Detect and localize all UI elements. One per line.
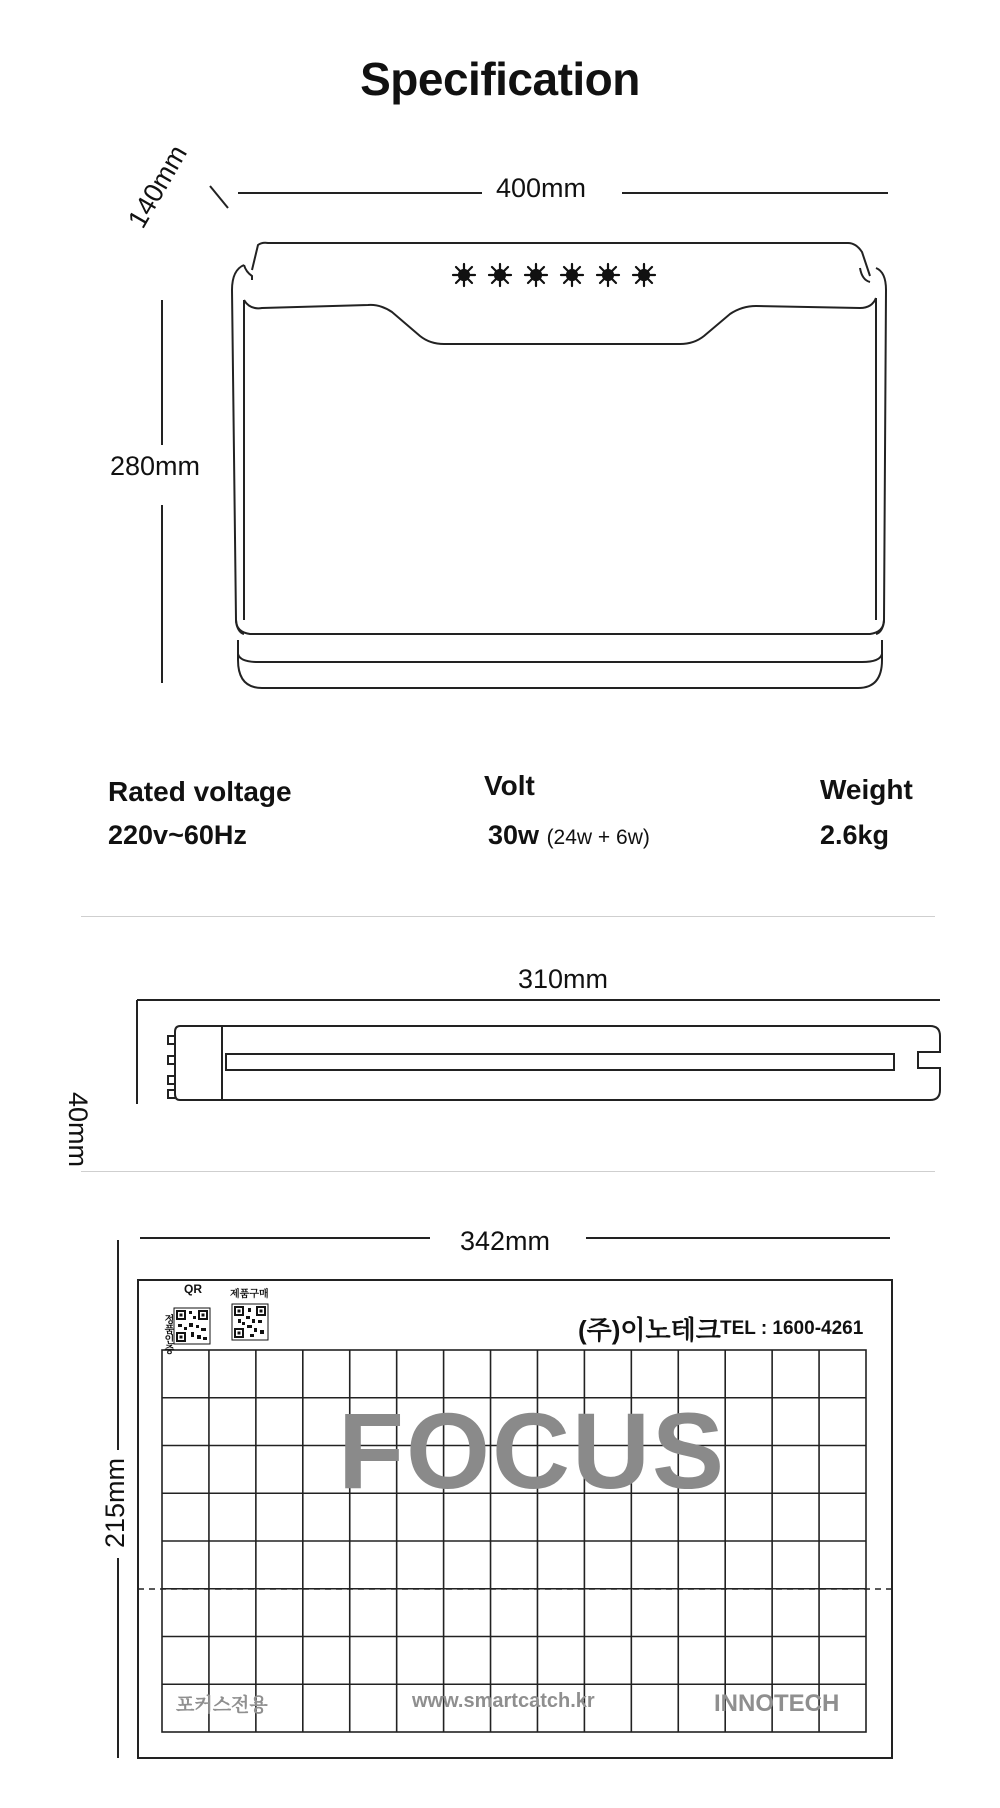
qr-label: QR: [184, 1282, 202, 1296]
spec-label-volt: Volt: [484, 770, 535, 801]
company-name: (주)이노테크: [578, 1315, 721, 1345]
footer-url: www.smartcatch.kr: [412, 1690, 595, 1712]
height-dimension-label: 280mm: [110, 451, 201, 481]
spec-value-rated-voltage: 220v~60Hz: [108, 820, 247, 850]
lamp-height-label: 40mm: [63, 1092, 93, 1168]
width-dimension-label: 400mm: [496, 173, 587, 203]
spec-value-volt-note: (24w + 6w): [546, 826, 650, 849]
page-title: Specification: [360, 53, 640, 105]
footer-brand-logo: INNOTECH: [714, 1690, 840, 1717]
purchase-label: 제품구매: [230, 1289, 269, 1300]
authentication-label: 정품인증: [162, 1314, 173, 1354]
spec-label-rated-voltage: Rated voltage: [108, 776, 292, 807]
qr-code-authentication: [174, 1308, 210, 1344]
spec-label-weight: Weight: [820, 774, 913, 805]
qr-code-purchase: [232, 1304, 268, 1340]
company-tel: TEL : 1600-4261: [720, 1318, 864, 1339]
board-width-label: 342mm: [460, 1226, 551, 1256]
footer-left-label: 포커스전용: [176, 1695, 268, 1716]
depth-dimension-label: 140mm: [122, 140, 193, 233]
brand-watermark: FOCUS: [338, 1390, 726, 1511]
lamp-length-label: 310mm: [518, 964, 609, 994]
spec-value-weight: 2.6kg: [820, 820, 890, 850]
spec-value-volt-main: 30w: [488, 820, 540, 850]
board-height-label: 215mm: [100, 1457, 130, 1548]
